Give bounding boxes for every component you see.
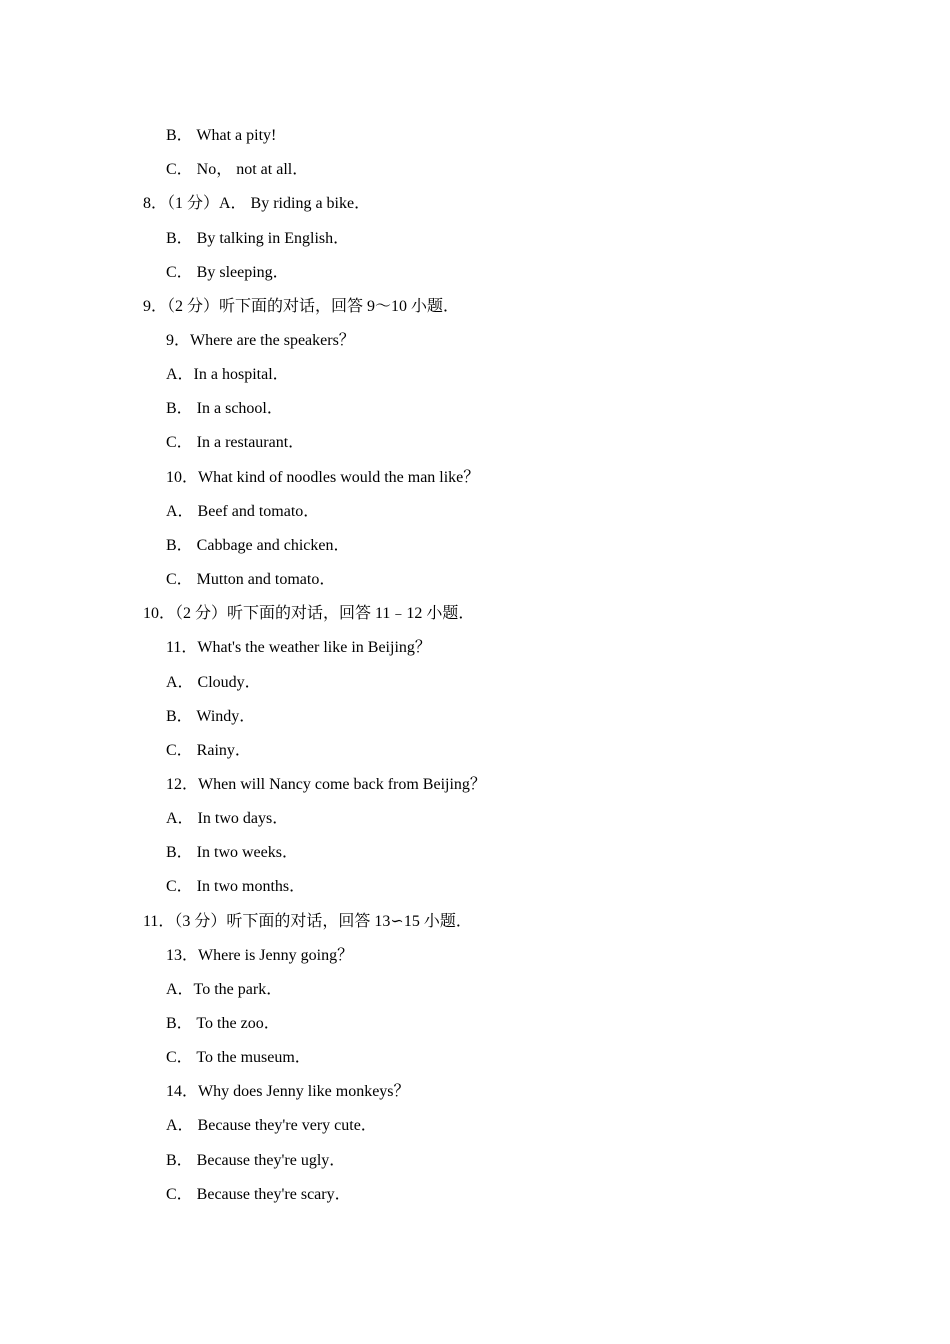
question-14-stem: 14．Why does Jenny like monkeys？ [166,1083,410,1100]
question-8-header: 8．（1 分）A． By riding a bike． [143,195,371,212]
option-b-q7: B． What a pity! [166,127,277,144]
option-b-q13: B． To the zoo． [166,1015,280,1032]
option-b-q8: B． By talking in English． [166,230,350,247]
option-c-q7: C． No， not at all． [166,161,309,178]
section-10-header: 10．（2 分）听下面的对话，回答 11﹣12 小题． [143,605,475,622]
question-13-stem: 13．Where is Jenny going？ [166,947,354,964]
option-a-q14: A． Because they're very cute． [166,1117,377,1134]
option-c-q13: C． To the museum． [166,1049,311,1066]
option-c-q9: C． In a restaurant． [166,434,305,451]
option-a-q9: A．In a hospital． [166,366,289,383]
option-b-q11: B． Windy． [166,708,256,725]
question-9-stem: 9．Where are the speakers？ [166,332,355,349]
option-b-q14: B． Because they're ugly． [166,1152,346,1169]
question-10-stem: 10．What kind of noodles would the man like？ [166,469,480,486]
option-a-q12: A． In two days． [166,810,289,827]
option-c-q14: C． Because they're scary． [166,1186,351,1203]
question-12-stem: 12．When will Nancy come back from Beijing？ [166,776,486,793]
option-b-q10: B． Cabbage and chicken． [166,537,350,554]
section-11-header: 11．（3 分）听下面的对话，回答 13∽15 小题． [143,913,472,930]
option-b-q9: B． In a school． [166,400,283,417]
option-c-q10: C． Mutton and tomato． [166,571,336,588]
option-a-q13: A．To the park． [166,981,283,998]
option-c-q11: C． Rainy． [166,742,251,759]
option-c-q8: C． By sleeping． [166,264,289,281]
option-b-q12: B． In two weeks． [166,844,298,861]
section-9-header: 9．（2 分）听下面的对话，回答 9～10 小题． [143,298,460,315]
question-11-stem: 11．What's the weather like in Beijing？ [166,639,431,656]
option-c-q12: C． In two months． [166,878,306,895]
option-a-q10: A． Beef and tomato． [166,503,320,520]
option-a-q11: A． Cloudy． [166,674,261,691]
